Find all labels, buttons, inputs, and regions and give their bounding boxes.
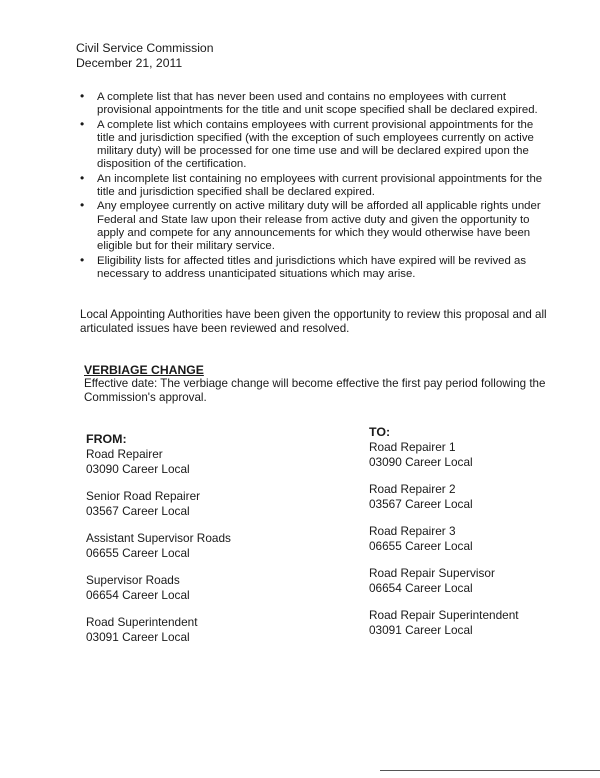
footer-divider — [380, 770, 600, 771]
entry-title: Supervisor Roads — [86, 573, 180, 587]
title-entry — [369, 482, 519, 512]
letter-header — [76, 41, 213, 71]
entry-code: 06654 Career Local — [369, 581, 473, 595]
title-entry — [86, 615, 231, 645]
bullet-text: A complete list that has never been used and contains no employees with current provisional appointments for the title and unit scope specified shall be declared expired. — [97, 91, 538, 117]
bullet-text: Any employee currently on active military duty will be afforded all applicable rights under Federal and State law upon their release from active duty and given the opportunity to apply and compete for any announcements for which they would otherwise have been eligible but for their military service. — [97, 200, 541, 253]
to-heading: TO: — [369, 425, 391, 439]
title-entry — [369, 608, 519, 638]
bullet-icon: • — [80, 170, 85, 185]
from-heading: FROM: — [86, 432, 127, 446]
bullet-icon: • — [80, 116, 85, 131]
entry-code: 06654 Career Local — [86, 588, 190, 602]
entry-title: Road Repairer 1 — [369, 440, 456, 454]
entry-title: Road Repairer — [86, 447, 163, 461]
entry-code: 03091 Career Local — [86, 630, 190, 644]
entry-title: Road Repairer 2 — [369, 482, 456, 496]
bullet-list — [80, 91, 550, 282]
entry-title: Road Repair Supervisor — [369, 566, 495, 580]
bullet-icon: • — [80, 198, 85, 213]
entry-code: 03090 Career Local — [86, 462, 190, 476]
header-org: Civil Service Commission — [76, 41, 214, 55]
title-entry — [86, 447, 231, 477]
review-paragraph: Local Appointing Authorities have been given the opportunity to review this proposal and all articulated issues have been reviewed and resolved. — [80, 308, 547, 335]
entry-code: 06655 Career Local — [369, 539, 473, 553]
entry-code: 03567 Career Local — [86, 504, 190, 518]
title-entry — [86, 573, 231, 603]
bullet-icon: • — [80, 89, 85, 103]
title-entry — [86, 489, 231, 519]
entry-title: Assistant Supervisor Roads — [86, 531, 231, 545]
entry-title: Senior Road Repairer — [86, 489, 201, 503]
entry-title: Road Repair Superintendent — [369, 608, 519, 622]
section-title: VERBIAGE CHANGE — [84, 363, 204, 377]
verbiage-change-section — [84, 363, 550, 405]
bullet-text: A complete list which contains employees with current provisional appointments for the title and jurisdiction specified (with the exception of such employees currently on active military duty) will be processed for one time use and will be declared expired upon the disposition of the certification. — [97, 118, 534, 171]
entry-code: 06655 Career Local — [86, 546, 190, 560]
bullet-text: An incomplete list containing no employees with current provisional appointments for the title and jurisdiction specified shall be declared expired. — [97, 172, 543, 199]
bullet-icon: • — [80, 252, 85, 267]
entry-title: Road Repairer 3 — [369, 524, 456, 538]
title-entry — [369, 566, 519, 596]
title-entry — [86, 531, 231, 561]
bullet-item — [80, 116, 550, 172]
entry-title: Road Superintendent — [86, 615, 198, 629]
to-column — [369, 425, 519, 650]
from-column — [86, 432, 231, 657]
bullet-item — [80, 91, 550, 118]
bullet-text: Eligibility lists for affected titles and jurisdictions which have expired will be revived as necessary to address unanticipated situations which may arise. — [97, 254, 527, 280]
title-entry — [369, 440, 519, 470]
bullet-item — [80, 170, 550, 200]
entry-code: 03567 Career Local — [369, 497, 473, 511]
effective-date-text: Effective date: The verbiage change will become effective the first pay period following the Commission's approval. — [84, 377, 546, 404]
entry-code: 03090 Career Local — [369, 455, 473, 469]
header-date: December 21, 2011 — [76, 56, 183, 70]
title-entry — [369, 524, 519, 554]
entry-code: 03091 Career Local — [369, 623, 473, 637]
bullet-item — [80, 200, 550, 253]
bullet-item — [80, 252, 550, 282]
